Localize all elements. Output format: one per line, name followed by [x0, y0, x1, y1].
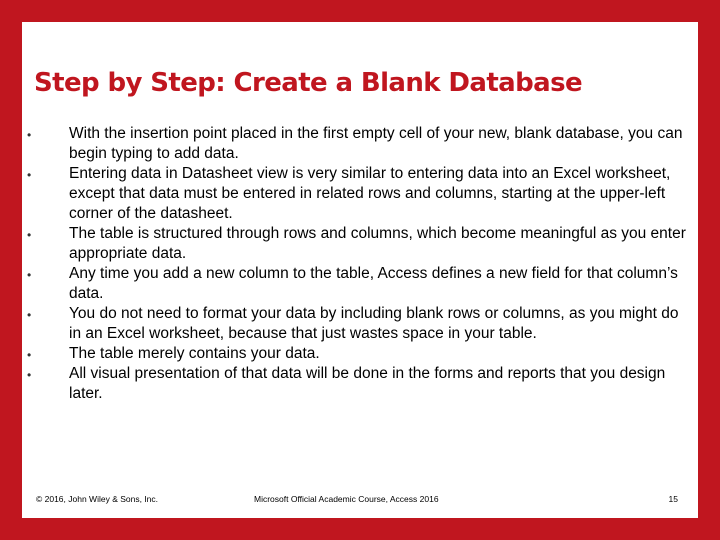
bullet-text: Entering data in Datasheet view is very similar to entering data into an Excel worksheet, except that data must be entered in related rows and columns, starting at the upper-left corner of the datasheet. [69, 165, 671, 222]
bullet-text: The table merely contains your data. [69, 345, 320, 362]
bullet-marker: • [27, 228, 32, 242]
bullet-item [22, 264, 698, 304]
bullet-list [22, 124, 698, 404]
bullet-item [22, 304, 698, 344]
slide [22, 22, 698, 518]
bullet-marker: • [27, 308, 32, 322]
bullet-text: You do not need to format your data by including blank rows or columns, as you might do in an Excel worksheet, because that just wastes space in your table. [69, 305, 679, 342]
bullet-item [22, 364, 698, 404]
bullet-marker: • [27, 368, 32, 382]
bullet-item [22, 164, 698, 224]
bullet-marker: • [27, 348, 32, 362]
bullet-marker: • [27, 168, 32, 182]
slide-title: Step by Step: Create a Blank Database [34, 68, 582, 98]
bullet-marker: • [27, 128, 32, 142]
footer-page-number: 15 [668, 494, 678, 504]
bullet-item [22, 224, 698, 264]
bullet-text: Any time you add a new column to the table, Access defines a new field for that column’s data. [69, 265, 678, 302]
bullet-text: All visual presentation of that data will be done in the forms and reports that you design later. [69, 365, 666, 402]
bullet-text: The table is structured through rows and columns, which become meaningful as you enter appropriate data. [69, 225, 686, 262]
footer-copyright: © 2016, John Wiley & Sons, Inc. [36, 494, 159, 504]
bullet-item [22, 344, 698, 364]
bullet-text: With the insertion point placed in the first empty cell of your new, blank database, you can begin typing to add data. [69, 125, 683, 162]
bullet-item [22, 124, 698, 164]
footer-course-name: Microsoft Official Academic Course, Access 2016 [254, 494, 439, 504]
bullet-marker: • [27, 268, 32, 282]
